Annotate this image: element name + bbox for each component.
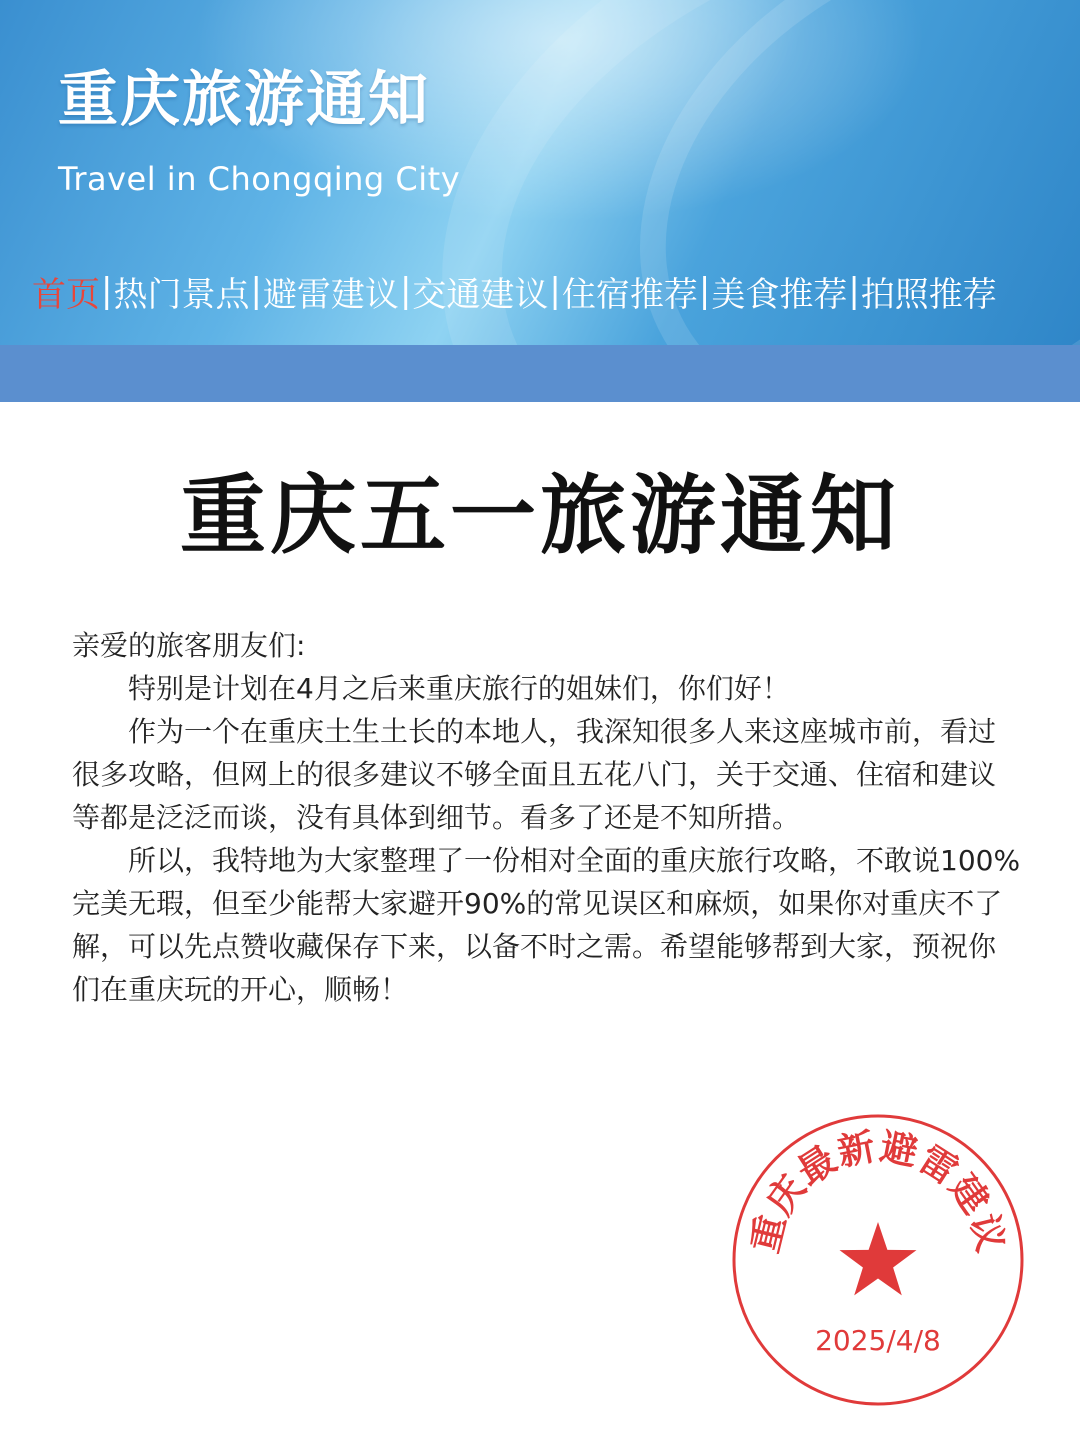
article-greeting: 亲爱的旅客朋友们:	[72, 629, 306, 662]
article-paragraph-1: 特别是计划在4月之后来重庆旅行的姐妹们，你们好！	[128, 672, 790, 705]
site-title: 重庆旅游通知	[58, 65, 430, 135]
nav-separator: |	[101, 271, 113, 311]
nav-item-2[interactable]: 避雷建议	[262, 274, 399, 315]
seal-date: 2025/4/8	[815, 1324, 941, 1357]
nav-item-1[interactable]: 热门景点	[113, 274, 250, 315]
nav-item-0[interactable]: 首页	[32, 274, 100, 315]
nav-item-3[interactable]: 交通建议	[412, 274, 549, 315]
header-banner	[0, 0, 1080, 345]
article-paragraph-3: 所以，我特地为大家整理了一份相对全面的重庆旅行攻略，不敢说100%完美无瑕，但至少能帮大家避开90%的常见误区和麻烦，如果你对重庆不了解，可以先点赞收藏保存下来，以备不时之需。希望能够帮到大家，预祝你们在重庆玩的开心，顺畅！	[72, 844, 1021, 1006]
nav-separator: |	[549, 271, 561, 311]
nav-item-6[interactable]: 拍照推荐	[860, 274, 997, 315]
nav-separator: |	[848, 271, 860, 311]
nav-separator: |	[698, 271, 711, 311]
article-paragraph-2: 作为一个在重庆土生土长的本地人，我深知很多人来这座城市前，看过很多攻略，但网上的很多建议不够全面且五花八门，关于交通、住宿和建议等都是泛泛而谈，没有具体到细节。看多了还是不知所措。	[72, 715, 997, 834]
official-seal	[728, 1110, 1028, 1410]
banner-band	[0, 345, 1080, 402]
article-body	[72, 624, 1022, 1011]
main-nav	[32, 266, 1072, 316]
nav-separator: |	[250, 271, 262, 311]
star-icon	[840, 1222, 917, 1295]
nav-item-4[interactable]: 住宿推荐	[561, 274, 698, 315]
site-subtitle: Travel in Chongqing City	[58, 160, 461, 198]
page-title: 重庆五一旅游通知	[180, 466, 900, 566]
nav-separator: |	[399, 271, 412, 311]
seal-text: 重庆最新避雷建议	[743, 1124, 1013, 1257]
nav-item-5[interactable]: 美食推荐	[711, 274, 848, 315]
